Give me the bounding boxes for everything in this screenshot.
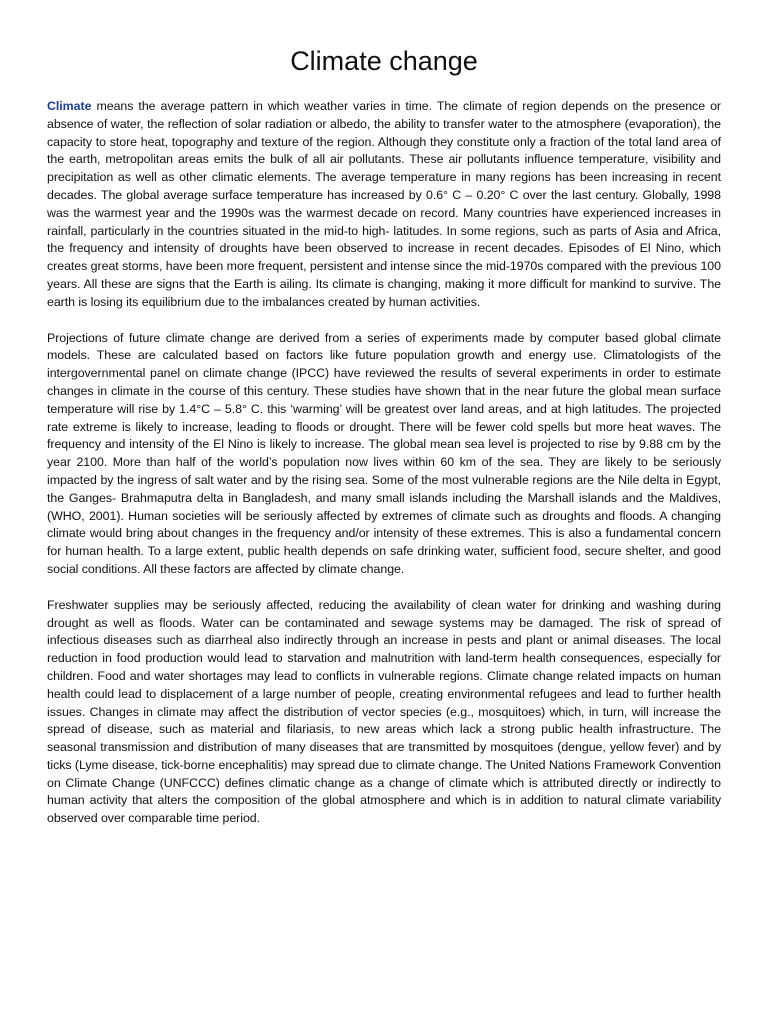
lead-term-climate: Climate <box>47 99 92 113</box>
paragraph-climate-definition <box>47 98 721 312</box>
paragraph-projections: Projections of future climate change are derived from a series of experiments made by computer based global climate models. These are calculated based on factors like future population growth and energy use. Climatologists of the intergovernmental panel on climate change (IPCC) have reviewed the results of several experiments in order to estimate changes in climate in the course of this century. These studies have shown that in the near future the global mean surface temperature will rise by 1.4°C – 5.8° C. this ‘warming’ will be greatest over land areas, and at high latitudes. The projected rate extreme is likely to increase, leading to floods or drought. There will be fewer cold spells but more heat waves. The frequency and intensity of the El Nino is likely to increase. The global mean sea level is projected to rise by 9.88 cm by the year 2100. More than half of the world’s population now lives within 60 km of the sea. They are likely to be seriously impacted by the ingress of salt water and by the rising sea. Some of the most vulnerable regions are the Nile delta in Egypt, the Ganges- Brahmaputra delta in Bangladesh, and many small islands including the Marshall islands and the Maldives, (WHO, 2001). Human societies will be seriously affected by extremes of climate such as droughts and floods. A changing climate would bring about changes in the frequency and/or intensity of these extremes. This is also a fundamental concern for human health. To a large extent, public health depends on safe drinking water, sufficient food, secure shelter, and good social conditions. All these factors are affected by climate change. <box>47 330 721 576</box>
paragraph-1-body: means the average pattern in which weather varies in time. The climate of region depends on the presence or absence of water, the reflection of solar radiation or albedo, the ability to transfer water to the atmosphere (evaporation), the capacity to store heat, topography and texture of the region. Although they constitute only a fraction of the total land area of the earth, metropolitan areas emits the bulk of all air pollutants. These air pollutants influence temperature, visibility and precipitation as well as other climatic elements. The average temperature in many regions has been increasing in recent decades. The global average surface temperature has increased by 0.6° C – 0.20° C over the last century. Globally, 1998 was the warmest year and the 1990s was the warmest decade on record. Many countries have experienced increases in rainfall, particularly in the countries situated in the mid-to high- latitudes. In some regions, such as parts of Asia and Africa, the frequency and intensity of droughts have been observed to increase in recent decades. Episodes of El Nino, which creates great storms, have been more frequent, persistent and intense since the mid-1970s compared with the previous 100 years. All these are signs that the Earth is ailing. Its climate is changing, making it more difficult for mankind to survive. The earth is losing its equilibrium due to the imbalances created by human activities. <box>47 99 721 309</box>
paragraph-health-impacts: Freshwater supplies may be seriously affected, reducing the availability of clean water for drinking and washing during drought as well as floods. Water can be contaminated and sewage systems may be damaged. The risk of spread of infectious diseases such as diarrheal also indirectly through an increase in pests and plant or animal diseases. The local reduction in food production would lead to starvation and malnutrition with land-term health consequences, especially for children. Food and water shortages may lead to conflicts in vulnerable regions. Climate change related impacts on human health could lead to displacement of a large number of people, creating environmental refugees and lead to further health issues. Changes in climate may affect the distribution of vector species (e.g., mosquitoes) which, in turn, will increase the spread of disease, such as material and filariasis, to new areas which lack a strong public health infrastructure. The seasonal transmission and distribution of many diseases that are transmitted by mosquitoes (dengue, yellow fever) and by ticks (Lyme disease, tick-borne encephalitis) may spread due to climate change. The United Nations Framework Convention on Climate Change (UNFCCC) defines climatic change as a change of climate which is attributed directly or indirectly to human activity that alters the composition of the global atmosphere and which is in addition to natural climate variability observed over comparable time period. <box>47 597 721 826</box>
page-title: Climate change <box>290 46 478 76</box>
